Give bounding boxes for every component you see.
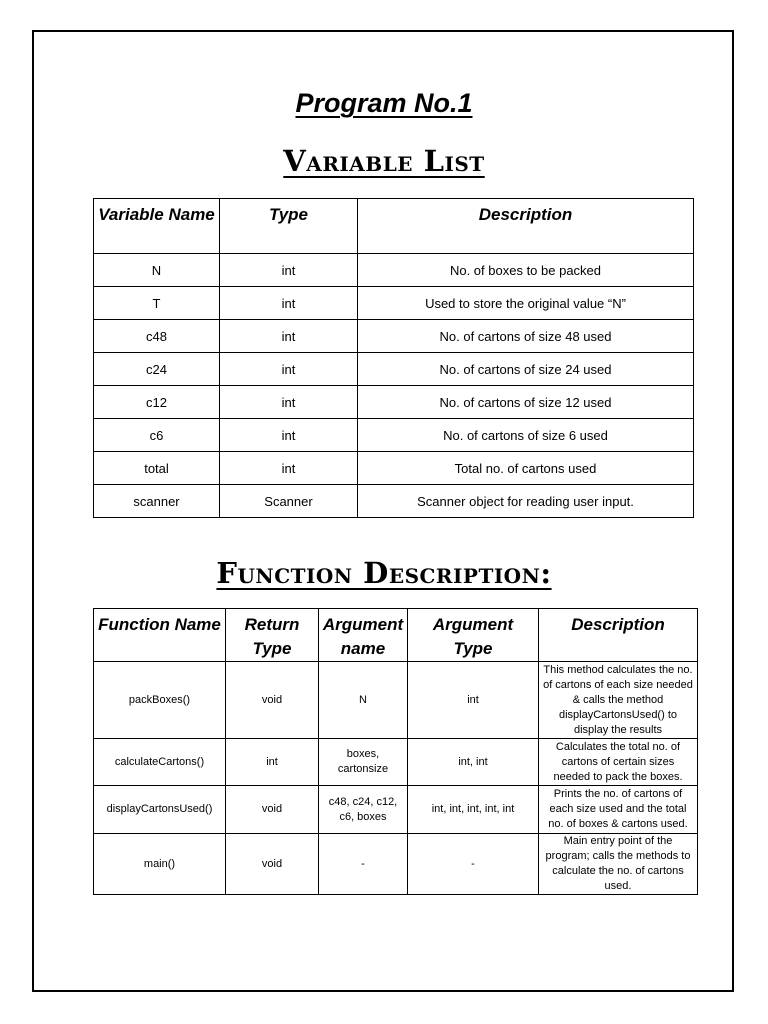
function-name-cell: packBoxes() (94, 662, 226, 739)
variable-table (93, 198, 694, 518)
argument-type-cell: int (408, 662, 539, 739)
variable-name-cell: c12 (94, 386, 220, 419)
variable-type-cell: int (220, 452, 358, 485)
table-row (94, 353, 694, 386)
variable-list-heading: Variable List (283, 144, 485, 178)
function-name-cell: main() (94, 834, 226, 895)
argument-type-cell: int, int, int, int, int (408, 786, 539, 834)
variable-description-cell: No. of cartons of size 48 used (358, 320, 694, 353)
function-description-cell: Calculates the total no. of cartons of certain sizes needed to pack the boxes. (539, 739, 698, 786)
table-row (94, 786, 698, 834)
variable-type-cell: int (220, 287, 358, 320)
program-title: Program No.1 (295, 88, 473, 118)
variable-description-cell: No. of cartons of size 6 used (358, 419, 694, 452)
header-return-type: Return Type (226, 609, 319, 662)
function-description-cell: This method calculates the no. of cartons of each size needed & calls the method displayCartonsUsed() to display the results (539, 662, 698, 739)
table-row (94, 419, 694, 452)
function-description-cell: Prints the no. of cartons of each size used and the total no. of boxes & cartons used. (539, 786, 698, 834)
header-type: Type (220, 199, 358, 254)
argument-name-cell: - (319, 834, 408, 895)
function-table (93, 608, 698, 895)
argument-type-cell: int, int (408, 739, 539, 786)
variable-name-cell: total (94, 452, 220, 485)
header-argument-name: Argument name (319, 609, 408, 662)
table-row (94, 254, 694, 287)
table-header-row (94, 609, 698, 662)
header-variable-name: Variable Name (94, 199, 220, 254)
variable-name-cell: c24 (94, 353, 220, 386)
variable-type-cell: int (220, 353, 358, 386)
variable-name-cell: N (94, 254, 220, 287)
header-function-name: Function Name (94, 609, 226, 662)
table-row (94, 386, 694, 419)
variable-type-cell: int (220, 254, 358, 287)
variable-type-cell: Scanner (220, 485, 358, 518)
return-type-cell: void (226, 662, 319, 739)
table-row (94, 485, 694, 518)
variable-description-cell: No. of cartons of size 24 used (358, 353, 694, 386)
table-row (94, 320, 694, 353)
argument-type-cell: - (408, 834, 539, 895)
header-description: Description (539, 609, 698, 662)
argument-name-cell: boxes, cartonsize (319, 739, 408, 786)
variable-name-cell: T (94, 287, 220, 320)
function-description-cell: Main entry point of the program; calls the methods to calculate the no. of cartons used. (539, 834, 698, 895)
table-row (94, 834, 698, 895)
variable-description-cell: Used to store the original value “N” (358, 287, 694, 320)
return-type-cell: int (226, 739, 319, 786)
variable-description-cell: Scanner object for reading user input. (358, 485, 694, 518)
variable-type-cell: int (220, 419, 358, 452)
variable-name-cell: scanner (94, 485, 220, 518)
variable-description-cell: No. of cartons of size 12 used (358, 386, 694, 419)
variable-description-cell: Total no. of cartons used (358, 452, 694, 485)
return-type-cell: void (226, 786, 319, 834)
function-name-cell: calculateCartons() (94, 739, 226, 786)
argument-name-cell: N (319, 662, 408, 739)
variable-type-cell: int (220, 386, 358, 419)
function-name-cell: displayCartonsUsed() (94, 786, 226, 834)
table-row (94, 287, 694, 320)
table-row (94, 739, 698, 786)
table-header-row (94, 199, 694, 254)
return-type-cell: void (226, 834, 319, 895)
header-argument-type: Argument Type (408, 609, 539, 662)
argument-name-cell: c48, c24, c12, c6, boxes (319, 786, 408, 834)
function-description-heading: Function Description: (216, 556, 552, 590)
variable-name-cell: c6 (94, 419, 220, 452)
table-row (94, 452, 694, 485)
header-description: Description (358, 199, 694, 254)
table-row (94, 662, 698, 739)
variable-type-cell: int (220, 320, 358, 353)
variable-description-cell: No. of boxes to be packed (358, 254, 694, 287)
variable-name-cell: c48 (94, 320, 220, 353)
